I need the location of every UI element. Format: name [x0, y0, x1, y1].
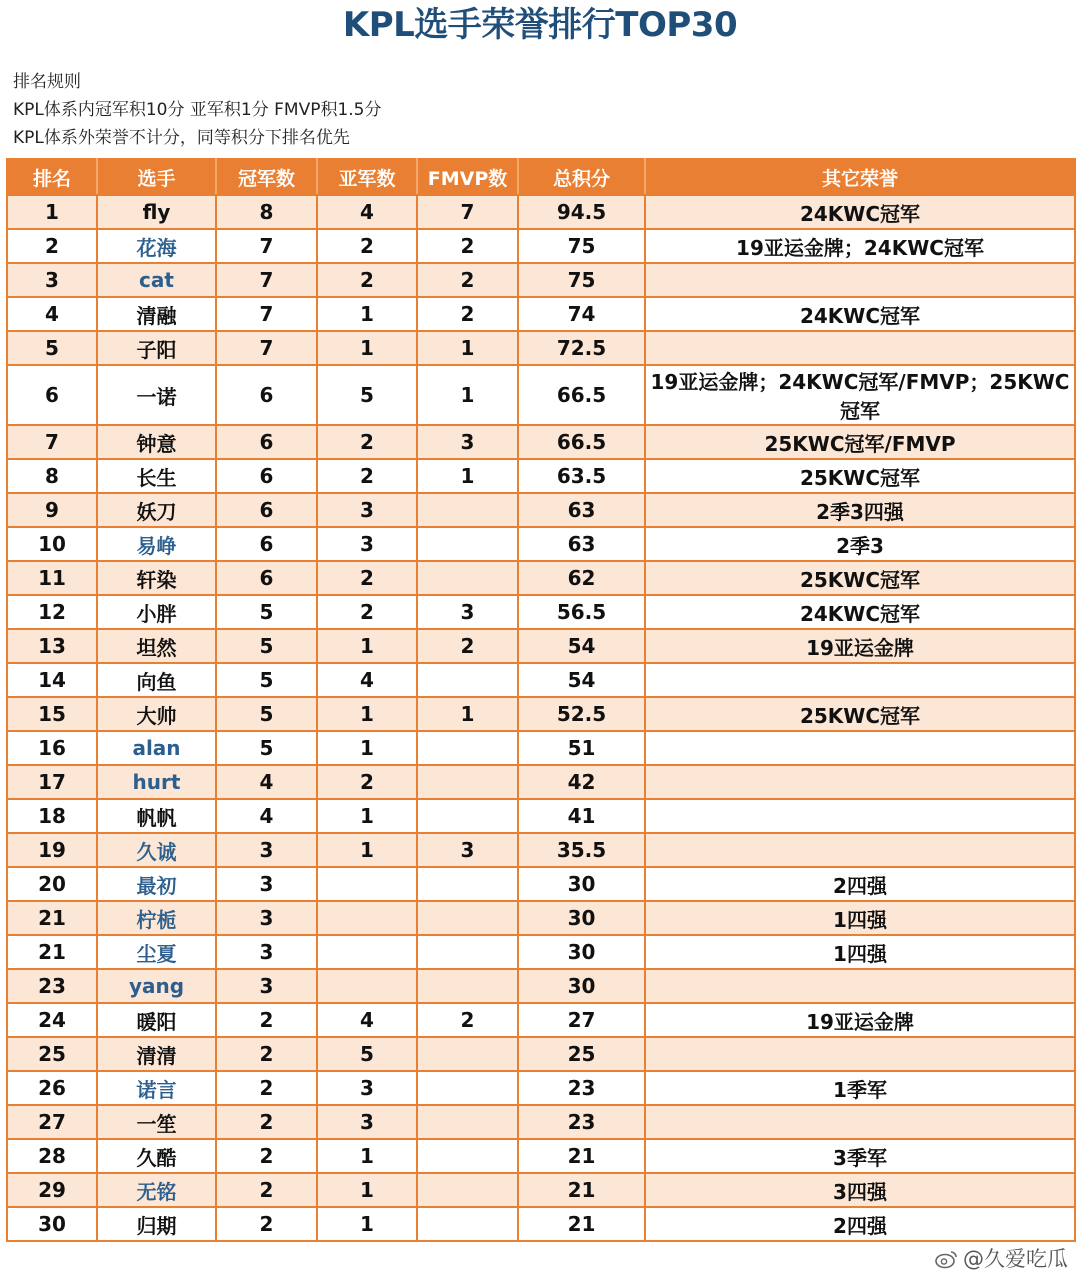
table-row [7, 493, 1075, 527]
cell-champions: 6 [216, 561, 317, 595]
cell-champions: 3 [216, 867, 317, 901]
cell-other-honors: 2四强 [645, 867, 1075, 901]
cell-player: 子阳 [97, 331, 216, 365]
table-row [7, 1139, 1075, 1173]
cell-fmvp: 1 [417, 459, 518, 493]
cell-rank: 1 [7, 195, 97, 229]
cell-player: 易峥 [97, 527, 216, 561]
col-header-player: 选手 [97, 159, 216, 195]
cell-runner-ups: 2 [317, 561, 417, 595]
cell-champions: 2 [216, 1003, 317, 1037]
cell-rank: 26 [7, 1071, 97, 1105]
cell-player: fly [97, 195, 216, 229]
cell-fmvp: 2 [417, 629, 518, 663]
cell-champions: 7 [216, 331, 317, 365]
cell-fmvp: 7 [417, 195, 518, 229]
rules-line-tiebreak: KPL体系外荣誉不计分，同等积分下排名优先 [13, 128, 350, 148]
table-row [7, 935, 1075, 969]
cell-champions: 8 [216, 195, 317, 229]
cell-rank: 19 [7, 833, 97, 867]
cell-player: 一笙 [97, 1105, 216, 1139]
cell-player: 清清 [97, 1037, 216, 1071]
cell-other-honors [645, 799, 1075, 833]
cell-rank: 17 [7, 765, 97, 799]
table-row [7, 969, 1075, 1003]
cell-runner-ups: 2 [317, 595, 417, 629]
cell-runner-ups: 2 [317, 425, 417, 459]
cell-player: yang [97, 969, 216, 1003]
cell-runner-ups [317, 867, 417, 901]
cell-champions: 5 [216, 731, 317, 765]
cell-player: 久诚 [97, 833, 216, 867]
cell-player: 清融 [97, 297, 216, 331]
cell-total-score: 21 [518, 1139, 645, 1173]
cell-other-honors [645, 263, 1075, 297]
cell-runner-ups: 3 [317, 1071, 417, 1105]
col-header-rank: 排名 [7, 159, 97, 195]
cell-champions: 2 [216, 1037, 317, 1071]
cell-champions: 5 [216, 663, 317, 697]
cell-champions: 6 [216, 365, 317, 425]
cell-other-honors [645, 731, 1075, 765]
cell-other-honors: 25KWC冠军/FMVP [645, 425, 1075, 459]
cell-rank: 3 [7, 263, 97, 297]
cell-fmvp [417, 1071, 518, 1105]
cell-champions: 6 [216, 459, 317, 493]
cell-other-honors [645, 663, 1075, 697]
cell-total-score: 75 [518, 229, 645, 263]
col-header-fmvp: FMVP数 [417, 159, 518, 195]
cell-champions: 5 [216, 595, 317, 629]
cell-champions: 6 [216, 493, 317, 527]
cell-fmvp [417, 799, 518, 833]
cell-total-score: 66.5 [518, 365, 645, 425]
cell-other-honors: 2季3四强 [645, 493, 1075, 527]
cell-player: 诺言 [97, 1071, 216, 1105]
cell-champions: 2 [216, 1105, 317, 1139]
cell-total-score: 27 [518, 1003, 645, 1037]
cell-runner-ups: 5 [317, 1037, 417, 1071]
cell-rank: 28 [7, 1139, 97, 1173]
cell-runner-ups [317, 935, 417, 969]
table-row [7, 867, 1075, 901]
cell-runner-ups: 3 [317, 527, 417, 561]
cell-fmvp: 2 [417, 297, 518, 331]
cell-player: 尘夏 [97, 935, 216, 969]
cell-champions: 6 [216, 527, 317, 561]
cell-champions: 7 [216, 229, 317, 263]
cell-fmvp [417, 1105, 518, 1139]
cell-rank: 8 [7, 459, 97, 493]
table-row [7, 1207, 1075, 1241]
cell-fmvp: 2 [417, 1003, 518, 1037]
cell-champions: 5 [216, 629, 317, 663]
cell-player: 妖刀 [97, 493, 216, 527]
cell-rank: 6 [7, 365, 97, 425]
cell-total-score: 54 [518, 629, 645, 663]
cell-other-honors [645, 833, 1075, 867]
table-row [7, 595, 1075, 629]
cell-total-score: 75 [518, 263, 645, 297]
cell-champions: 3 [216, 935, 317, 969]
table-row [7, 629, 1075, 663]
cell-player: 向鱼 [97, 663, 216, 697]
cell-fmvp: 3 [417, 595, 518, 629]
cell-total-score: 21 [518, 1173, 645, 1207]
table-row [7, 1173, 1075, 1207]
cell-fmvp [417, 493, 518, 527]
cell-champions: 2 [216, 1071, 317, 1105]
weibo-icon [935, 1249, 959, 1269]
cell-other-honors [645, 331, 1075, 365]
cell-champions: 3 [216, 969, 317, 1003]
cell-other-honors: 19亚运金牌；24KWC冠军 [645, 229, 1075, 263]
cell-runner-ups: 1 [317, 833, 417, 867]
cell-rank: 5 [7, 331, 97, 365]
cell-champions: 2 [216, 1207, 317, 1241]
cell-fmvp: 1 [417, 331, 518, 365]
table-row [7, 663, 1075, 697]
cell-other-honors: 1四强 [645, 901, 1075, 935]
cell-rank: 2 [7, 229, 97, 263]
col-header-other-honors: 其它荣誉 [645, 159, 1075, 195]
cell-other-honors: 24KWC冠军 [645, 297, 1075, 331]
cell-other-honors [645, 1037, 1075, 1071]
table-row [7, 731, 1075, 765]
cell-other-honors: 19亚运金牌 [645, 629, 1075, 663]
cell-player: 长生 [97, 459, 216, 493]
cell-other-honors [645, 969, 1075, 1003]
cell-fmvp [417, 1139, 518, 1173]
table-row [7, 263, 1075, 297]
cell-rank: 20 [7, 867, 97, 901]
cell-champions: 3 [216, 833, 317, 867]
cell-fmvp: 1 [417, 697, 518, 731]
table-row [7, 561, 1075, 595]
cell-player: 小胖 [97, 595, 216, 629]
cell-rank: 21 [7, 901, 97, 935]
table-row [7, 297, 1075, 331]
cell-total-score: 66.5 [518, 425, 645, 459]
cell-total-score: 35.5 [518, 833, 645, 867]
cell-other-honors: 1季军 [645, 1071, 1075, 1105]
cell-rank: 25 [7, 1037, 97, 1071]
cell-total-score: 25 [518, 1037, 645, 1071]
cell-fmvp: 2 [417, 229, 518, 263]
ranking-table [6, 158, 1076, 1242]
cell-total-score: 63.5 [518, 459, 645, 493]
cell-champions: 3 [216, 901, 317, 935]
cell-runner-ups: 4 [317, 1003, 417, 1037]
cell-champions: 2 [216, 1139, 317, 1173]
table-row [7, 229, 1075, 263]
cell-rank: 12 [7, 595, 97, 629]
cell-total-score: 42 [518, 765, 645, 799]
table-row [7, 425, 1075, 459]
cell-rank: 15 [7, 697, 97, 731]
cell-fmvp [417, 1173, 518, 1207]
watermark [933, 1243, 1070, 1273]
cell-runner-ups: 1 [317, 731, 417, 765]
cell-other-honors [645, 1105, 1075, 1139]
cell-other-honors: 25KWC冠军 [645, 561, 1075, 595]
cell-runner-ups: 2 [317, 263, 417, 297]
cell-total-score: 63 [518, 493, 645, 527]
table-row [7, 799, 1075, 833]
cell-rank: 30 [7, 1207, 97, 1241]
col-header-champions: 冠军数 [216, 159, 317, 195]
table-row [7, 527, 1075, 561]
cell-player: 花海 [97, 229, 216, 263]
cell-other-honors: 19亚运金牌；24KWC冠军/FMVP；25KWC冠军 [645, 365, 1075, 425]
cell-fmvp [417, 561, 518, 595]
cell-runner-ups: 2 [317, 765, 417, 799]
rules-line-scoring: KPL体系内冠军积10分 亚军积1分 FMVP积1.5分 [13, 100, 382, 120]
cell-champions: 5 [216, 697, 317, 731]
cell-total-score: 62 [518, 561, 645, 595]
cell-total-score: 72.5 [518, 331, 645, 365]
cell-fmvp [417, 527, 518, 561]
cell-runner-ups: 3 [317, 493, 417, 527]
cell-total-score: 94.5 [518, 195, 645, 229]
cell-total-score: 30 [518, 969, 645, 1003]
cell-other-honors: 3季军 [645, 1139, 1075, 1173]
cell-fmvp [417, 765, 518, 799]
cell-player: alan [97, 731, 216, 765]
table-row [7, 459, 1075, 493]
cell-champions: 7 [216, 297, 317, 331]
cell-total-score: 30 [518, 935, 645, 969]
cell-champions: 7 [216, 263, 317, 297]
cell-champions: 6 [216, 425, 317, 459]
cell-rank: 13 [7, 629, 97, 663]
cell-runner-ups: 1 [317, 1173, 417, 1207]
cell-rank: 18 [7, 799, 97, 833]
cell-fmvp: 3 [417, 425, 518, 459]
cell-fmvp [417, 901, 518, 935]
table-row [7, 1037, 1075, 1071]
cell-rank: 10 [7, 527, 97, 561]
table-row [7, 1071, 1075, 1105]
table-row [7, 697, 1075, 731]
ranking-rules [13, 68, 382, 152]
cell-runner-ups: 1 [317, 1207, 417, 1241]
cell-runner-ups: 1 [317, 629, 417, 663]
page-title: KPL选手荣誉排行TOP30 [342, 5, 738, 45]
cell-runner-ups: 5 [317, 365, 417, 425]
cell-player: 柠栀 [97, 901, 216, 935]
table-row [7, 765, 1075, 799]
table-row [7, 1003, 1075, 1037]
cell-rank: 23 [7, 969, 97, 1003]
cell-runner-ups: 2 [317, 229, 417, 263]
cell-rank: 11 [7, 561, 97, 595]
cell-other-honors: 25KWC冠军 [645, 697, 1075, 731]
cell-total-score: 41 [518, 799, 645, 833]
cell-total-score: 23 [518, 1105, 645, 1139]
cell-fmvp [417, 731, 518, 765]
cell-rank: 14 [7, 663, 97, 697]
cell-total-score: 52.5 [518, 697, 645, 731]
cell-other-honors: 19亚运金牌 [645, 1003, 1075, 1037]
cell-player: 轩染 [97, 561, 216, 595]
cell-fmvp [417, 1207, 518, 1241]
cell-runner-ups [317, 901, 417, 935]
cell-fmvp: 3 [417, 833, 518, 867]
cell-total-score: 21 [518, 1207, 645, 1241]
cell-other-honors: 24KWC冠军 [645, 195, 1075, 229]
col-header-runner-ups: 亚军数 [317, 159, 417, 195]
cell-fmvp [417, 663, 518, 697]
cell-runner-ups: 3 [317, 1105, 417, 1139]
cell-rank: 7 [7, 425, 97, 459]
cell-total-score: 30 [518, 867, 645, 901]
cell-runner-ups: 1 [317, 297, 417, 331]
cell-total-score: 51 [518, 731, 645, 765]
cell-champions: 2 [216, 1173, 317, 1207]
table-row [7, 365, 1075, 425]
cell-fmvp: 1 [417, 365, 518, 425]
cell-rank: 21 [7, 935, 97, 969]
cell-other-honors: 2季3 [645, 527, 1075, 561]
cell-player: 一诺 [97, 365, 216, 425]
cell-player: 最初 [97, 867, 216, 901]
cell-total-score: 74 [518, 297, 645, 331]
cell-player: hurt [97, 765, 216, 799]
cell-other-honors: 24KWC冠军 [645, 595, 1075, 629]
cell-player: 坦然 [97, 629, 216, 663]
cell-total-score: 30 [518, 901, 645, 935]
cell-player: 暖阳 [97, 1003, 216, 1037]
cell-rank: 27 [7, 1105, 97, 1139]
table-row [7, 1105, 1075, 1139]
cell-runner-ups: 1 [317, 697, 417, 731]
cell-other-honors: 3四强 [645, 1173, 1075, 1207]
cell-rank: 16 [7, 731, 97, 765]
cell-player: 帆帆 [97, 799, 216, 833]
cell-fmvp [417, 935, 518, 969]
col-header-total-score: 总积分 [518, 159, 645, 195]
cell-runner-ups [317, 969, 417, 1003]
cell-rank: 29 [7, 1173, 97, 1207]
cell-fmvp [417, 867, 518, 901]
table-row [7, 331, 1075, 365]
cell-runner-ups: 1 [317, 799, 417, 833]
cell-total-score: 63 [518, 527, 645, 561]
table-header-row [7, 159, 1075, 195]
cell-rank: 4 [7, 297, 97, 331]
cell-runner-ups: 4 [317, 195, 417, 229]
cell-other-honors [645, 765, 1075, 799]
watermark-text: @久爱吃瓜 [963, 1247, 1068, 1271]
cell-runner-ups: 1 [317, 331, 417, 365]
cell-fmvp [417, 1037, 518, 1071]
cell-fmvp: 2 [417, 263, 518, 297]
table-row [7, 833, 1075, 867]
cell-player: 大帅 [97, 697, 216, 731]
cell-player: 无铭 [97, 1173, 216, 1207]
cell-other-honors: 1四强 [645, 935, 1075, 969]
table-row [7, 195, 1075, 229]
cell-player: 钟意 [97, 425, 216, 459]
cell-total-score: 54 [518, 663, 645, 697]
cell-runner-ups: 2 [317, 459, 417, 493]
cell-player: 归期 [97, 1207, 216, 1241]
cell-fmvp [417, 969, 518, 1003]
cell-rank: 24 [7, 1003, 97, 1037]
table-row [7, 901, 1075, 935]
cell-player: cat [97, 263, 216, 297]
cell-other-honors: 25KWC冠军 [645, 459, 1075, 493]
cell-total-score: 23 [518, 1071, 645, 1105]
cell-player: 久酷 [97, 1139, 216, 1173]
cell-total-score: 56.5 [518, 595, 645, 629]
cell-rank: 9 [7, 493, 97, 527]
cell-other-honors: 2四强 [645, 1207, 1075, 1241]
cell-champions: 4 [216, 765, 317, 799]
cell-runner-ups: 4 [317, 663, 417, 697]
rules-heading: 排名规则 [13, 72, 81, 92]
cell-runner-ups: 1 [317, 1139, 417, 1173]
cell-champions: 4 [216, 799, 317, 833]
